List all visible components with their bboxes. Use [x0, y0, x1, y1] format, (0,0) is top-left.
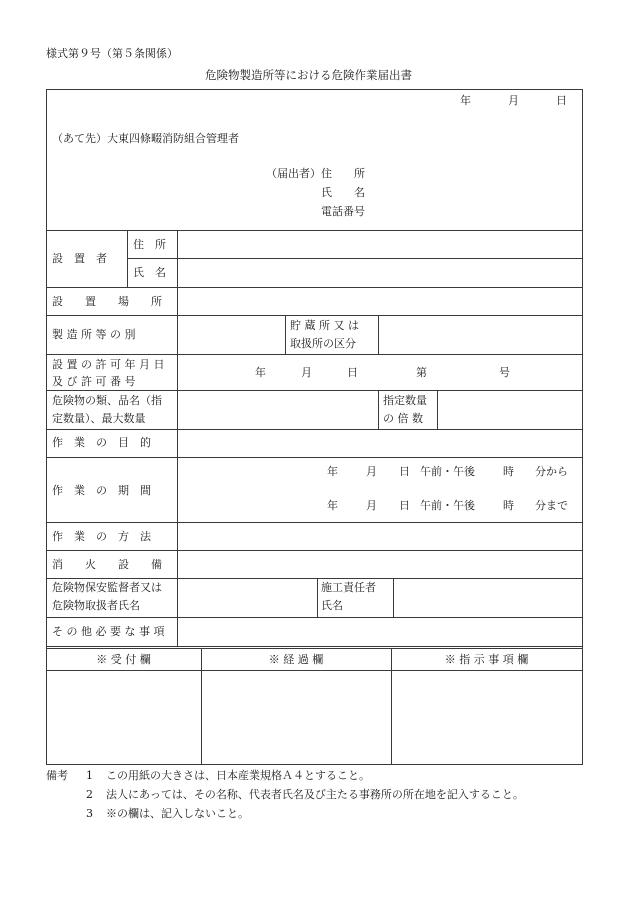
remark-2-text: 法人にあっては、その名称、代表者氏名及び主たる事務所の所在地を記入すること。 [106, 788, 524, 801]
form-number: 様式第９号（第５条関係） [46, 47, 178, 60]
period-until-year: 年 [327, 499, 338, 512]
construction-label-2: 氏名 [321, 599, 343, 612]
permit-month: 月 [301, 366, 312, 379]
other-label: そ の 他 必 要 な 事 項 [52, 625, 165, 638]
storage-class-label-2: 取扱所の区分 [290, 337, 356, 350]
hazmat-label-1: 危険物の類、品名（指 [52, 394, 162, 407]
date-year: 年 [460, 94, 471, 107]
period-from-year: 年 [327, 465, 338, 478]
remark-1-text: この用紙の大きさは、日本産業規格Ａ４とすること。 [106, 769, 370, 782]
remark-2-number: 2 [86, 788, 93, 801]
installer-address-label: 住 所 [133, 238, 166, 251]
applicant-phone-label: 電話番号 [321, 205, 365, 218]
remarks-label: 備考 [46, 769, 68, 782]
period-until-hour: 時 [503, 499, 514, 512]
addressee: （あて先）大東四條畷消防組合管理者 [52, 132, 239, 145]
period-from-suffix: 分から [535, 465, 568, 478]
construction-label-1: 施工責任者 [321, 581, 376, 594]
period-until-ampm: 午前・午後 [420, 499, 475, 512]
hazmat-label-2: 定数量）、最大数量 [52, 412, 146, 425]
applicant-label: （届出者） [266, 167, 321, 180]
supervisor-label-2: 危険物取扱者氏名 [52, 599, 140, 612]
facility-type-label: 製 造 所 等 の 別 [52, 328, 136, 341]
date-day: 日 [556, 94, 567, 107]
date-month: 月 [508, 94, 519, 107]
permit-dai: 第 [416, 366, 427, 379]
permit-label-1: 設 置 の 許 可 年 月 日 [52, 358, 165, 371]
hazmat-ratio-label-2: の 倍 数 [383, 412, 423, 425]
applicant-address-label: 住 所 [321, 167, 365, 180]
period-until-month: 月 [366, 499, 377, 512]
permit-year: 年 [255, 366, 266, 379]
period-until-suffix: 分まで [535, 499, 568, 512]
period-from-day: 日 [399, 465, 410, 478]
instructions-box-header: ※ 指 示 事 項 欄 [444, 653, 529, 666]
fire-equipment-label: 消 火 設 備 [52, 558, 162, 571]
remark-3-number: 3 [86, 807, 93, 820]
location-label: 設 置 場 所 [52, 295, 162, 308]
storage-class-label-1: 貯 蔵 所 又 は [290, 319, 359, 332]
installer-label: 設 置 者 [52, 252, 107, 265]
period-label: 作 業 の 期 間 [52, 484, 151, 497]
applicant-name-label: 氏 名 [321, 186, 365, 199]
form-title: 危険物製造所等における危険作業届出書 [205, 68, 412, 82]
period-from-ampm: 午前・午後 [420, 465, 475, 478]
method-label: 作 業 の 方 法 [52, 530, 151, 543]
permit-go: 号 [499, 366, 510, 379]
remark-3-text: ※の欄は、記入しないこと。 [106, 807, 249, 820]
period-until-day: 日 [399, 499, 410, 512]
supervisor-label-1: 危険物保安監督者又は [52, 581, 162, 594]
hazmat-ratio-label-1: 指定数量 [383, 394, 427, 407]
progress-box-header: ※ 経 過 欄 [268, 653, 324, 666]
remark-1-number: 1 [86, 769, 93, 782]
period-from-month: 月 [366, 465, 377, 478]
period-from-hour: 時 [503, 465, 514, 478]
installer-name-label: 氏 名 [133, 266, 166, 279]
permit-label-2: 及 び 許 可 番 号 [52, 375, 136, 388]
purpose-label: 作 業 の 目 的 [52, 436, 151, 449]
permit-day: 日 [347, 366, 358, 379]
reception-box-header: ※ 受 付 欄 [96, 653, 151, 666]
